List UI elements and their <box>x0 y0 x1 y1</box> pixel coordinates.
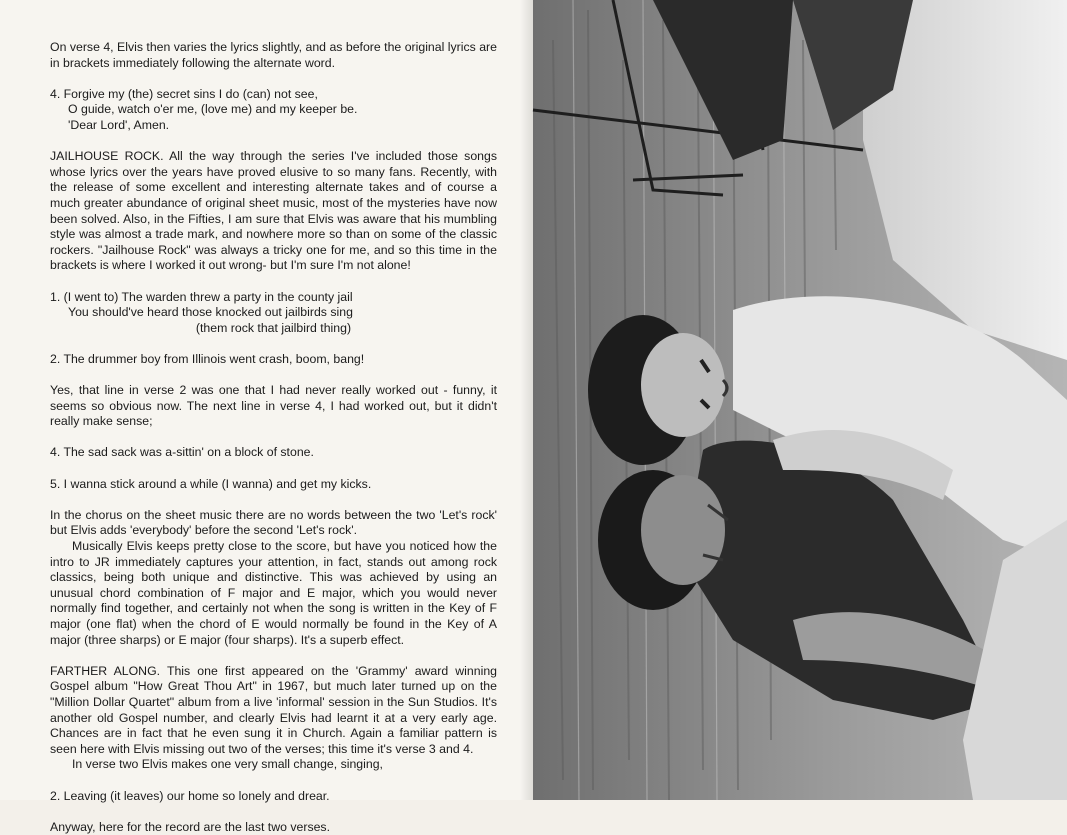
man-face <box>641 475 725 585</box>
page-gutter-shadow <box>520 0 533 800</box>
jr-paragraph2: Yes, that line in verse 2 was one that I had never really worked out - funny, it seems so obvious now. The next line in verse 4, I had worked out, but it didn't really make sense; <box>50 383 497 429</box>
article-text <box>50 40 497 835</box>
farther-lyric-line1: 2. Leaving (it leaves) our home so lonely and drear. <box>50 788 330 803</box>
jr-lyric-line2: You should've heard those knocked out jailbirds sing <box>68 305 353 320</box>
jailhouse-body: All the way through the series I've included those songs whose lyrics over the years have proved elusive to so many fans. Recently, with the release of some excellent and interesting alternate takes and of course a much greater abundance of original sheet music, most of the mysteries have now been solved. Also, in the Fifties, I am sure that Elvis was aware that his mumbling style was almost a trade mark, and nowhere more so than on some of the classic rockers. "Jailhouse Rock" was always a tricky one for me, and so this time in the brackets is where I worked it out wrong- but I'm sure I'm not alone! <box>50 149 497 273</box>
jr-lyric-line5: 4. The sad sack was a-sittin' on a block of stone. <box>50 445 314 460</box>
photo-illustration <box>533 0 1067 800</box>
intro-paragraph: On verse 4, Elvis then varies the lyrics slightly, and as before the original lyrics are in brackets immediately following the alternate word. <box>50 40 497 70</box>
woman-face <box>641 333 725 437</box>
left-page <box>0 0 533 834</box>
farther-body: This one first appeared on the 'Grammy' award winning Gospel album "How Great Thou Art" in 1967, but much later turned up on the "Million Dollar Quartet" album from a live 'informal' session in the Sun Studios. It's another old Gospel number, and clearly Elvis had learnt it at a very early age. Chances are in fact that he even sung it in Church. Again a familiar pattern is seen here with Elvis missing out two of the verses; this time it's verse 3 and 4. <box>50 663 497 756</box>
verse4-line1: 4. Forgive my (the) secret sins I do (can) not see, <box>50 86 318 101</box>
jr-lyric-line1: 1. (I went to) The warden threw a party in the county jail <box>50 289 353 304</box>
jailhouse-heading: JAILHOUSE ROCK. <box>50 149 164 164</box>
jr-paragraph3: In the chorus on the sheet music there are no words between the two 'Let's rock' but Elvis adds 'everybody' before the second 'Let's rock'. <box>50 507 497 538</box>
jr-lyric-line3: (them rock that jailbird thing) <box>195 320 352 335</box>
farther-paragraph2: In verse two Elvis makes one very small change, singing, <box>72 757 383 772</box>
jailhouse-paragraph <box>50 149 497 274</box>
farther-paragraph <box>50 664 497 758</box>
verse4-line3: 'Dear Lord', Amen. <box>68 117 170 132</box>
farther-heading: FARTHER ALONG. <box>50 663 161 678</box>
closing-line: Anyway, here for the record are the last two verses. <box>50 819 330 834</box>
couple-photo <box>533 0 1067 800</box>
jr-lyric-line6: 5. I wanna stick around a while (I wanna) and get my kicks. <box>50 476 372 491</box>
verse4-line2: O guide, watch o'er me, (love me) and my keeper be. <box>68 102 358 117</box>
jr-paragraph4: Musically Elvis keeps pretty close to the score, but have you noticed how the intro to JR immediately captures your attention, in fact, stands out among rock classics, being both unique and distinctive. This was achieved by using an unusual chord combination of F major and E major, which you would never normally find together, and certainly not when the song is written in the Key of F major (one flat) when the chord of E would normally be found in the Key of A major (three sharps) or E major (four sharps). It's a superb effect. <box>50 539 497 647</box>
jr-lyric-line4: 2. The drummer boy from Illinois went crash, boom, bang! <box>50 351 365 366</box>
